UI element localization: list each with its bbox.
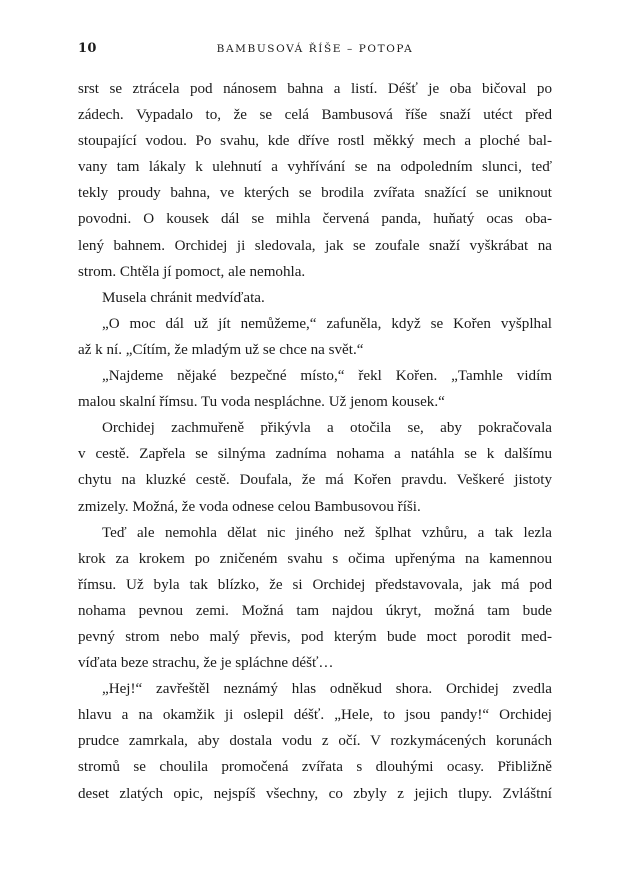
body-text	[78, 76, 552, 807]
text-line: „Hej!“ zavřeštěl neznámý hlas odněkud shora. Orchidej zvedla	[102, 681, 552, 698]
running-head: BAMBUSOVÁ ŘÍŠE – POTOPA	[216, 43, 414, 55]
text-line: až k ní. „Cítím, že mladým už se chce na svět.“	[78, 341, 364, 358]
text-line: stromů se choulila promočená zvířata s dlouhými ocasy. Přibližně	[78, 759, 552, 776]
text-line: malou skalní římsu. Tu voda nespláchne. Už jenom kousek.“	[78, 394, 445, 411]
text-line: srst se ztrácela pod nánosem bahna a listí. Déšť je oba bičoval po	[78, 81, 552, 97]
paragraph	[78, 676, 552, 806]
paragraph	[78, 520, 552, 677]
text-line: zádech. Vypadalo to, že se celá Bambusová říše snaží utéct před	[78, 107, 552, 124]
text-line: Orchidej zachmuřeně přikývla a otočila se, aby pokračovala	[102, 420, 552, 437]
text-line: stoupající vodou. Po svahu, kde dříve rostl měkký mech a ploché bal-	[78, 133, 552, 150]
text-line: „Najdeme nějaké bezpečné místo,“ řekl Kořen. „Tamhle vidím	[102, 368, 552, 385]
text-line: Musela chránit medvíďata.	[102, 289, 265, 306]
paragraph	[78, 311, 552, 363]
text-line: Teď ale nemohla dělat nic jiného než šplhat vzhůru, a tak lezla	[102, 524, 552, 541]
paragraph	[78, 415, 552, 519]
text-line: v cestě. Zapřela se silnýma zadníma nohama a natáhla se k dalšímu	[78, 446, 552, 463]
text-line: římsu. Už byla tak blízko, že si Orchidej představovala, jak má pod	[78, 576, 552, 593]
text-line: „O moc dál už jít nemůžeme,“ zafuněla, když se Kořen vyšplhal	[102, 315, 552, 332]
text-line: zmizely. Možná, že voda odnese celou Bambusovou říši.	[78, 498, 421, 515]
text-line: strom. Chtěla jí pomoct, ale nemohla.	[78, 263, 306, 280]
paragraph	[78, 76, 552, 285]
text-line: vany tam lákaly k ulehnutí a vyhřívání se na odpoledním slunci, teď	[78, 159, 552, 176]
text-line: krok za krokem po zničeném svahu s očima upřenýma na kamennou	[78, 550, 552, 567]
text-line: prudce zamrkala, aby dostala vodu z očí. V rozkymácených korunách	[78, 733, 552, 750]
text-line: chytu na kluzké cestě. Doufala, že má Kořen pravdu. Veškeré jistoty	[78, 472, 552, 489]
text-line: povodni. O kousek dál se mihla červená panda, huňatý ocas oba-	[78, 211, 552, 228]
paragraph	[78, 363, 552, 415]
text-line: víďata beze strachu, že je spláchne déšť…	[78, 655, 334, 672]
page-number: 10	[78, 41, 97, 56]
text-line: hlavu a na okamžik ji oslepil déšť. „Hele, to jsou pandy!“ Orchidej	[78, 707, 552, 724]
text-line: pevný strom nebo malý převis, pod kterým bude moct porodit med-	[78, 628, 552, 645]
text-line: nohama pevnou zemi. Možná tam najdou úkryt, možná tam bude	[78, 602, 552, 619]
text-line: deset zlatých opic, nejspíš všechny, co zbyly z jejich tlupy. Zvláštní	[78, 785, 552, 802]
text-line: tekly proudy bahna, ve kterých se brodila zvířata snažící se uniknout	[78, 185, 552, 202]
paragraph	[78, 285, 552, 311]
text-line: lený bahnem. Orchidej ji sledovala, jak se zoufale snaží vyškrábat na	[78, 237, 552, 254]
